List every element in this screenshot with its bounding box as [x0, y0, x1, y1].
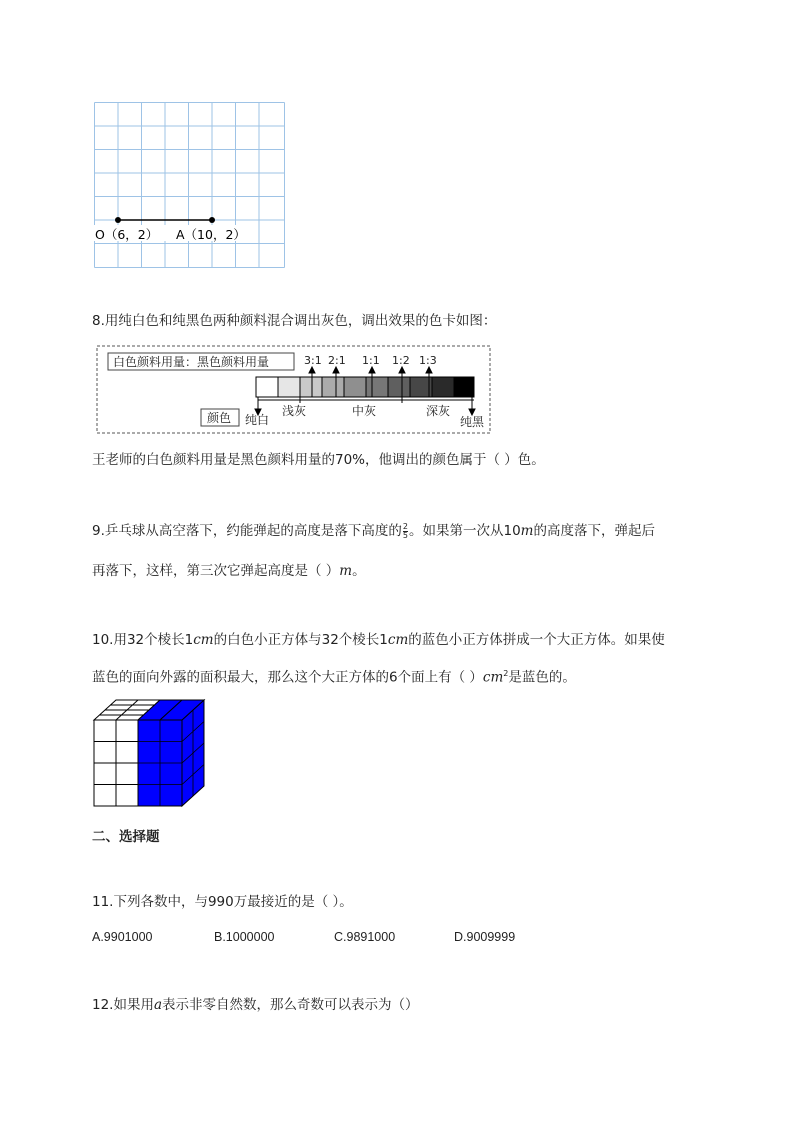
question-9-text-b: 。如果第一次从10 — [408, 523, 521, 539]
section-2-title: 二、选择题 — [92, 829, 160, 845]
unit-cm: cm — [193, 632, 214, 648]
unit-m: m — [520, 523, 534, 539]
q11-option-b[interactable]: B.1000000 — [214, 930, 275, 944]
question-10-text-c: 的蓝色小正方体拼成一个大正方体。如果使 — [408, 632, 665, 648]
ratio-label-3: 1:1 — [362, 354, 380, 367]
square-superscript: 2 — [503, 669, 509, 678]
question-10-line-1 — [92, 630, 665, 650]
ratio-label-4: 1:2 — [392, 354, 410, 367]
question-10-line-2 — [92, 664, 576, 688]
question-12-text-a: 12.如果用 — [92, 997, 154, 1013]
point-a-label: A（10，2） — [176, 227, 246, 242]
question-10-text-b: 的白色小正方体与32个棱长1 — [213, 632, 388, 648]
color-name-light-gray: 浅灰 — [282, 404, 307, 418]
color-name-pure-black: 纯黑 — [460, 415, 485, 429]
ratio-label-2: 2:1 — [328, 354, 346, 367]
question-10-text-d: 蓝色的面向外露的面积最大，那么这个大正方体的6个面上有（ ） — [92, 669, 483, 686]
q11-option-a[interactable]: A.9901000 — [92, 930, 153, 944]
cube-figure — [92, 698, 210, 808]
ratio-label-5: 1:3 — [419, 354, 437, 367]
unit-cm-squared: cm — [482, 669, 504, 686]
question-10-text-e: 是蓝色的。 — [508, 669, 576, 686]
ratio-box-title: 白色颜料用量：黑色颜料用量 — [113, 355, 270, 369]
q11-option-c[interactable]: C.9891000 — [334, 930, 396, 944]
question-9-text-a: 9.乒乓球从高空落下，约能弹起的高度是落下高度的 — [92, 523, 402, 539]
color-name-pure-white: 纯白 — [245, 413, 270, 427]
variable-a: a — [153, 997, 163, 1013]
question-12-text — [92, 995, 419, 1015]
gray-color-card-figure — [96, 345, 492, 435]
question-9-text-d: 再落下，这样，第三次它弹起高度是（ ） — [92, 563, 340, 579]
question-11-text: 11.下列各数中，与990万最接近的是（ ）。 — [92, 894, 353, 910]
question-9-line-1 — [92, 521, 655, 541]
question-9-text-e: 。 — [352, 563, 366, 579]
point-o-label: O（6，2） — [95, 227, 159, 242]
question-10-text-a: 10.用32个棱长1 — [92, 632, 194, 648]
question-9-text-c: 的高度落下，弹起后 — [533, 523, 655, 539]
question-9-line-2 — [92, 561, 366, 581]
question-12-text-b: 表示非零自然数，那么奇数可以表示为（） — [162, 997, 419, 1013]
question-8-prompt: 王老师的白色颜料用量是黑色颜料用量的70%，他调出的颜色属于（ ）色。 — [92, 452, 545, 468]
color-box-label: 颜色 — [207, 411, 232, 425]
question-8-text: 8.用纯白色和纯黑色两种颜料混合调出灰色，调出效果的色卡如图： — [92, 313, 497, 329]
q11-option-d[interactable]: D.9009999 — [454, 930, 516, 944]
point-a — [209, 217, 215, 223]
unit-m-answer: m — [339, 563, 353, 579]
point-o — [115, 217, 121, 223]
unit-cm-2: cm — [387, 632, 409, 648]
color-name-dark-gray: 深灰 — [426, 404, 451, 418]
ratio-label-1: 3:1 — [304, 354, 322, 367]
fraction-two-fifths: $\frac{2}{5}$ — [402, 521, 408, 540]
color-name-medium-gray: 中灰 — [352, 404, 377, 418]
coordinate-grid-figure — [94, 102, 286, 270]
